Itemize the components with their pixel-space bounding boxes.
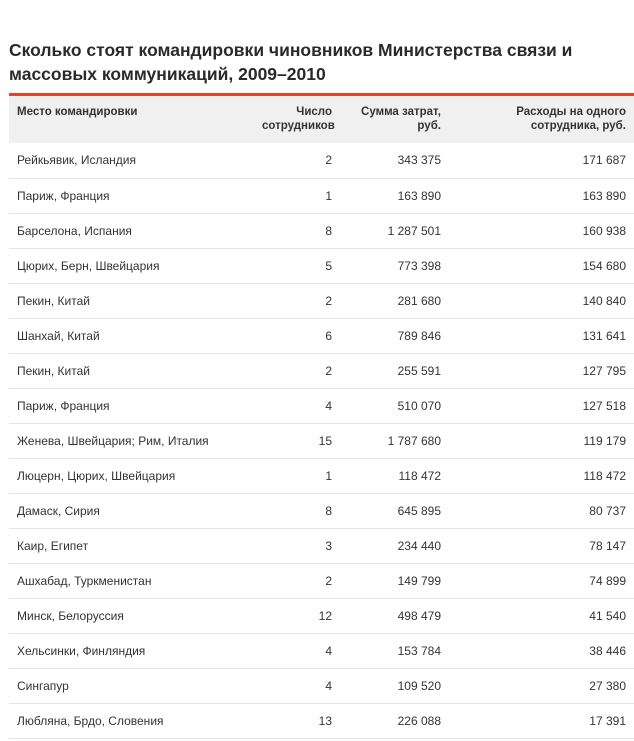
cell-place: Барселона, Испания [9, 213, 254, 248]
cell-cost-per-employee: 131 641 [449, 318, 634, 353]
cell-total-cost: 645 895 [340, 493, 449, 528]
cell-cost-per-employee: 140 840 [449, 283, 634, 318]
cell-employees: 2 [254, 353, 340, 388]
cell-employees: 15 [254, 423, 340, 458]
cell-employees: 12 [254, 598, 340, 633]
cell-cost-per-employee: 17 391 [449, 703, 634, 738]
header-place: Место командировки [9, 96, 254, 143]
cell-place: Каир, Египет [9, 528, 254, 563]
header-cost-per-employee: Расходы на одного сотрудника, руб. [449, 96, 634, 143]
cell-place: Пекин, Китай [9, 283, 254, 318]
table-row [9, 143, 634, 178]
table-row [9, 213, 634, 248]
cell-employees: 5 [254, 248, 340, 283]
cell-employees: 8 [254, 213, 340, 248]
cell-total-cost: 226 088 [340, 703, 449, 738]
table-row [9, 388, 634, 423]
cell-total-cost: 234 440 [340, 528, 449, 563]
header-row [9, 96, 634, 143]
cell-cost-per-employee: 127 518 [449, 388, 634, 423]
cell-employees: 4 [254, 633, 340, 668]
cell-place: Париж, Франция [9, 178, 254, 213]
cell-cost-per-employee: 127 795 [449, 353, 634, 388]
cell-total-cost: 149 799 [340, 563, 449, 598]
cell-cost-per-employee: 74 899 [449, 563, 634, 598]
table-row [9, 668, 634, 703]
cell-place: Париж, Франция [9, 388, 254, 423]
cell-total-cost: 510 070 [340, 388, 449, 423]
table-row [9, 598, 634, 633]
table-row [9, 248, 634, 283]
cell-cost-per-employee: 163 890 [449, 178, 634, 213]
cell-total-cost: 118 472 [340, 458, 449, 493]
cell-total-cost: 255 591 [340, 353, 449, 388]
cell-cost-per-employee: 118 472 [449, 458, 634, 493]
header-employees: Число сотрудников [254, 96, 340, 143]
cell-total-cost: 789 846 [340, 318, 449, 353]
cell-total-cost: 498 479 [340, 598, 449, 633]
trips-table [9, 96, 634, 739]
cell-employees: 2 [254, 143, 340, 178]
cell-cost-per-employee: 38 446 [449, 633, 634, 668]
cell-place: Дамаск, Сирия [9, 493, 254, 528]
table-row [9, 493, 634, 528]
cell-place: Цюрих, Берн, Швейцария [9, 248, 254, 283]
cell-employees: 13 [254, 703, 340, 738]
table-row [9, 423, 634, 458]
cell-cost-per-employee: 80 737 [449, 493, 634, 528]
cell-total-cost: 109 520 [340, 668, 449, 703]
table-row [9, 528, 634, 563]
table-row [9, 318, 634, 353]
cell-place: Хельсинки, Финляндия [9, 633, 254, 668]
cell-place: Минск, Белоруссия [9, 598, 254, 633]
cell-place: Женева, Швейцария; Рим, Италия [9, 423, 254, 458]
cell-total-cost: 281 680 [340, 283, 449, 318]
cell-cost-per-employee: 154 680 [449, 248, 634, 283]
cell-employees: 4 [254, 668, 340, 703]
cell-total-cost: 153 784 [340, 633, 449, 668]
cell-place: Ашхабад, Туркменистан [9, 563, 254, 598]
cell-cost-per-employee: 171 687 [449, 143, 634, 178]
table-body [9, 143, 634, 738]
page-title: Сколько стоят командировки чиновников Министерства связи и массовых коммуникаций, 2009–2010 [9, 40, 573, 84]
table-row [9, 283, 634, 318]
cell-cost-per-employee: 41 540 [449, 598, 634, 633]
cell-employees: 1 [254, 178, 340, 213]
cell-employees: 8 [254, 493, 340, 528]
cell-total-cost: 343 375 [340, 143, 449, 178]
cell-employees: 3 [254, 528, 340, 563]
cell-employees: 6 [254, 318, 340, 353]
table-row [9, 563, 634, 598]
table-header [9, 96, 634, 143]
cell-place: Люцерн, Цюрих, Швейцария [9, 458, 254, 493]
cell-employees: 1 [254, 458, 340, 493]
table-row [9, 458, 634, 493]
cell-employees: 2 [254, 283, 340, 318]
table-row [9, 703, 634, 738]
cell-place: Сингапур [9, 668, 254, 703]
table-row [9, 633, 634, 668]
cell-total-cost: 1 787 680 [340, 423, 449, 458]
cell-cost-per-employee: 160 938 [449, 213, 634, 248]
cell-cost-per-employee: 27 380 [449, 668, 634, 703]
cell-place: Пекин, Китай [9, 353, 254, 388]
cell-cost-per-employee: 119 179 [449, 423, 634, 458]
cell-employees: 4 [254, 388, 340, 423]
table-row [9, 353, 634, 388]
cell-cost-per-employee: 78 147 [449, 528, 634, 563]
table-row [9, 178, 634, 213]
cell-total-cost: 1 287 501 [340, 213, 449, 248]
cell-place: Рейкьявик, Исландия [9, 143, 254, 178]
header-total-cost: Сумма затрат, руб. [340, 96, 449, 143]
cell-total-cost: 163 890 [340, 178, 449, 213]
cell-employees: 2 [254, 563, 340, 598]
cell-total-cost: 773 398 [340, 248, 449, 283]
cell-place: Шанхай, Китай [9, 318, 254, 353]
cell-place: Любляна, Брдо, Словения [9, 703, 254, 738]
